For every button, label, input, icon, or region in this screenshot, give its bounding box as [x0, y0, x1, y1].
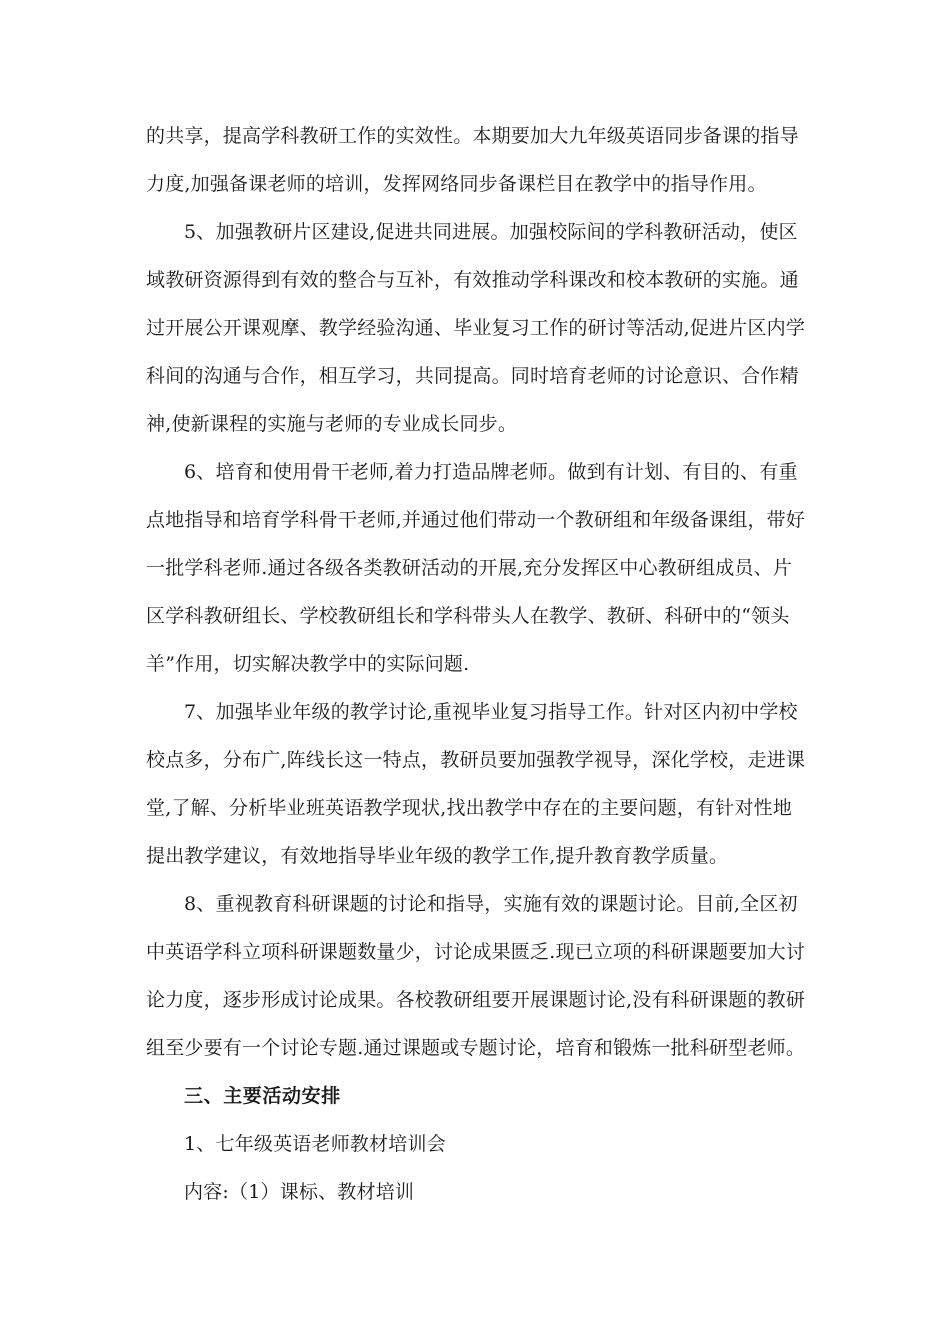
paragraph-line: 的共享，提高学科教研工作的实效性。本期要加大九年级英语同步备课的指导 [146, 125, 799, 147]
paragraph-line: 区学科教研组长、学校教研组长和学科带头人在教学、教研、科研中的“领头 [146, 605, 790, 627]
paragraph-line: 组至少要有一个讨论专题.通过课题或专题讨论，培育和锻炼一批科研型老师。 [146, 1037, 806, 1059]
paragraph-line: 点地指导和培育学科骨干老师,并通过他们带动一个教研组和年级备课组，带好 [146, 509, 806, 531]
paragraph-line: 堂,了解、分析毕业班英语教学现状,找出教学中存在的主要问题，有针对性地 [146, 797, 793, 819]
paragraph-line: 8、重视教育科研课题的讨论和指导，实施有效的课题讨论。目前,全区初 [184, 893, 798, 915]
paragraph-line: 论力度，逐步形成讨论成果。各校教研组要开展课题讨论,没有科研课题的教研 [146, 989, 806, 1011]
paragraph-line: 羊”作用，切实解决教学中的实际问题. [146, 653, 470, 675]
paragraph-line: 5、加强教研片区建设,促进共同进展。加强校际间的学科教研活动，使区 [184, 221, 798, 243]
paragraph-line: 域教研资源得到有效的整合与互补，有效推动学科课改和校本教研的实施。通 [146, 269, 799, 291]
paragraph-line: 中英语学科立项科研课题数量少，讨论成果匮乏.现已立项的科研课题要加大讨 [146, 941, 806, 963]
list-item: 1、七年级英语老师教材培训会 [184, 1133, 446, 1155]
section-heading: 三、主要活动安排 [184, 1085, 341, 1107]
paragraph-line: 神,使新课程的实施与老师的专业成长同步。 [146, 413, 518, 435]
paragraph-line: 7、加强毕业年级的教学讨论,重视毕业复习指导工作。针对区内初中学校 [184, 701, 798, 723]
paragraph-line: 校点多，分布广,阵线长这一特点，教研员要加强教学视导，深化学校，走进课 [146, 749, 806, 771]
paragraph-line: 科间的沟通与合作，相互学习，共同提高。同时培育老师的讨论意识、合作精 [146, 365, 799, 387]
paragraph-line: 6、培育和使用骨干老师,着力打造品牌老师。做到有计划、有目的、有重 [184, 461, 798, 483]
paragraph-line: 一批学科老师.通过各级各类教研活动的开展,充分发挥区中心教研组成员、片 [146, 557, 793, 579]
paragraph-line: 过开展公开课观摩、教学经验沟通、毕业复习工作的研讨等活动,促进片区内学 [146, 317, 806, 339]
list-item: 内容:（1）课标、教材培训 [184, 1181, 415, 1203]
paragraph-line: 力度,加强备课老师的培训，发挥网络同步备课栏目在教学中的指导作用。 [146, 173, 767, 195]
paragraph-line: 提出教学建议，有效地指导毕业年级的教学工作,提升教育教学质量。 [146, 845, 729, 867]
